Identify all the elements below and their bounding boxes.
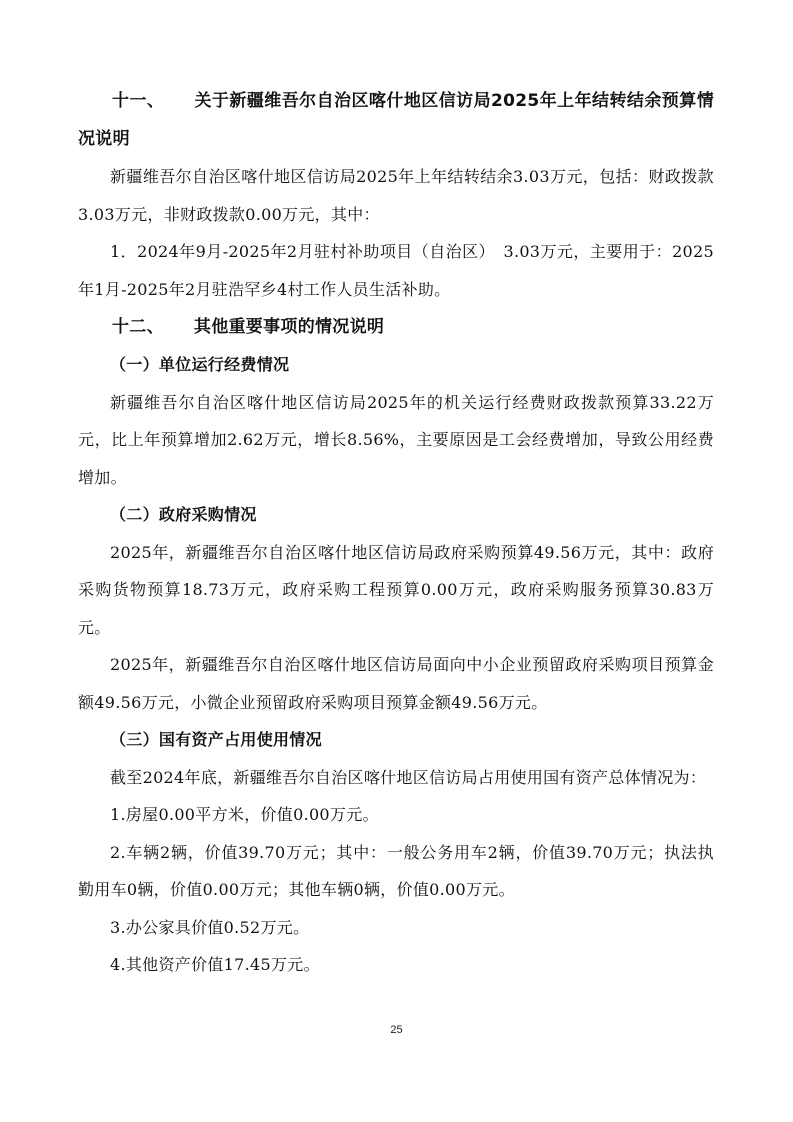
section-12-heading <box>78 308 714 346</box>
document-body <box>78 82 714 984</box>
section-11-title: 关于新疆维吾尔自治区喀什地区信访局2025年上年结转结余预算情况说明 <box>78 91 714 149</box>
section-11-paragraph-2: 1．2024年9月-2025年2月驻村补助项目（自治区） 3.03万元，主要用于：2025年1月-2025年2月驻浩罕乡4村工作人员生活补助。 <box>78 242 714 299</box>
subsection-2-paragraph-2: 2025年，新疆维吾尔自治区喀什地区信访局面向中小企业预留政府采购项目预算金额49.56万元，小微企业预留政府采购项目预算金额49.56万元。 <box>78 655 714 712</box>
subsection-1-heading: （一）单位运行经费情况 <box>110 355 290 374</box>
subsection-3-paragraph-1: 截至2024年底，新疆维吾尔自治区喀什地区信访局占用使用国有资产总体情况为： <box>110 767 707 787</box>
subsection-1-paragraph: 新疆维吾尔自治区喀什地区信访局2025年的机关运行经费财政拨款预算33.22万元，比上年预算增加2.62万元，增长8.56%，主要原因是工会经费增加，导致公用经费增加。 <box>78 392 714 487</box>
subsection-3-item-3: 3.办公家具价值0.52万元。 <box>110 917 310 937</box>
subsection-2-heading: （二）政府采购情况 <box>110 505 257 524</box>
section-11-paragraph-1: 新疆维吾尔自治区喀什地区信访局2025年上年结转结余3.03万元，包括：财政拨款3.03万元，非财政拨款0.00万元，其中： <box>78 167 714 224</box>
page-number: 25 <box>390 1024 403 1036</box>
section-11-number: 十一、 <box>112 91 165 111</box>
section-11-heading <box>78 82 714 158</box>
section-12-number: 十二、 <box>112 317 164 337</box>
subsection-3-heading: （三）国有资产占用使用情况 <box>110 730 322 749</box>
subsection-3-item-4: 4.其他资产价值17.45万元。 <box>110 955 320 974</box>
subsection-2-paragraph-1: 2025年，新疆维吾尔自治区喀什地区信访局政府采购预算49.56万元，其中：政府采购货物预算18.73万元，政府采购工程预算0.00万元，政府采购服务预算30.83万元。 <box>78 542 714 637</box>
section-12-title: 其他重要事项的情况说明 <box>193 317 385 337</box>
subsection-3-item-1: 1.房屋0.00平方米，价值0.00万元。 <box>110 805 379 824</box>
subsection-3-item-2: 2.车辆2辆，价值39.70万元；其中：一般公务用车2辆，价值39.70万元；执法执勤用车0辆，价值0.00万元；其他车辆0辆，价值0.00万元。 <box>78 842 714 899</box>
